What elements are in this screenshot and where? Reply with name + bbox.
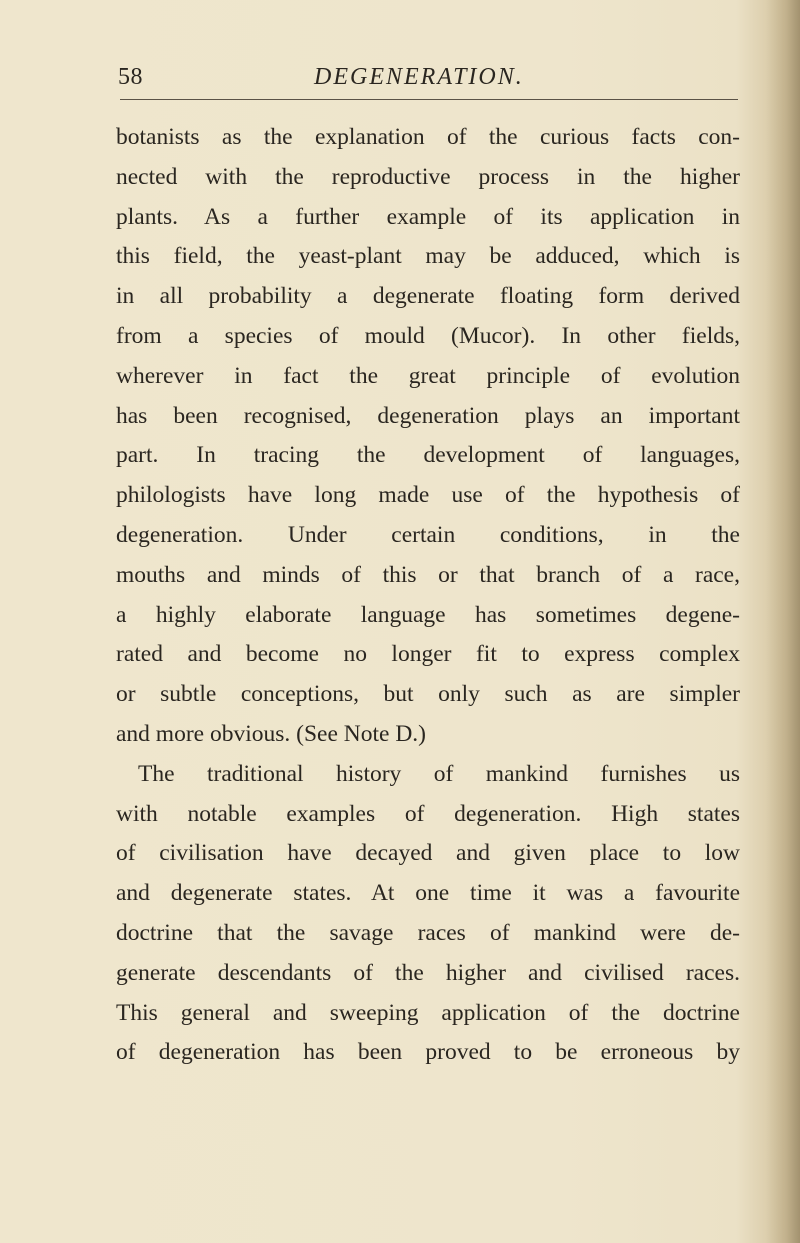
page-header: [120, 60, 740, 100]
text-line: generate descendants of the higher and civilised races.: [116, 959, 740, 986]
text-line: a highly elaborate language has sometimes degene-: [116, 601, 740, 628]
text-line: and degenerate states. At one time it was a favourite: [116, 880, 740, 907]
page-edge-shadow: [766, 0, 800, 1243]
text-line: in all probability a degenerate floating form derived: [116, 283, 740, 310]
text-line: philologists have long made use of the hypothesis of: [116, 482, 740, 509]
page-number: 58: [118, 64, 143, 90]
text-line: has been recognised, degeneration plays an important: [116, 402, 740, 429]
running-title: DEGENERATION.: [314, 64, 524, 90]
text-line: plants. As a further example of its application in: [116, 203, 740, 230]
text-line: and more obvious. (See Note D.): [116, 720, 426, 747]
text-line: of civilisation have decayed and given place to low: [116, 840, 740, 867]
text-line: doctrine that the savage races of mankind were de-: [116, 919, 740, 946]
text-line: This general and sweeping application of the doctrine: [116, 999, 740, 1026]
text-line: or subtle conceptions, but only such as are simpler: [116, 681, 740, 708]
text-line: part. In tracing the development of languages,: [116, 442, 740, 469]
body-text: [116, 118, 740, 1073]
text-line: rated and become no longer fit to express complex: [116, 641, 740, 668]
text-line: with notable examples of degeneration. High states: [116, 800, 740, 827]
text-line: degeneration. Under certain conditions, in the: [116, 521, 740, 548]
text-line: The traditional history of mankind furnishes us: [138, 760, 740, 787]
header-rule: [120, 99, 738, 100]
text-line: this field, the yeast-plant may be adduced, which is: [116, 243, 740, 270]
text-line: of degeneration has been proved to be erroneous by: [116, 1039, 740, 1066]
text-line: wherever in fact the great principle of evolution: [116, 362, 740, 389]
text-line: from a species of mould (Mucor). In other fields,: [116, 322, 740, 349]
text-line: mouths and minds of this or that branch of a race,: [116, 561, 740, 588]
text-line: botanists as the explanation of the curious facts con-: [116, 124, 740, 150]
text-line: nected with the reproductive process in the higher: [116, 163, 740, 190]
